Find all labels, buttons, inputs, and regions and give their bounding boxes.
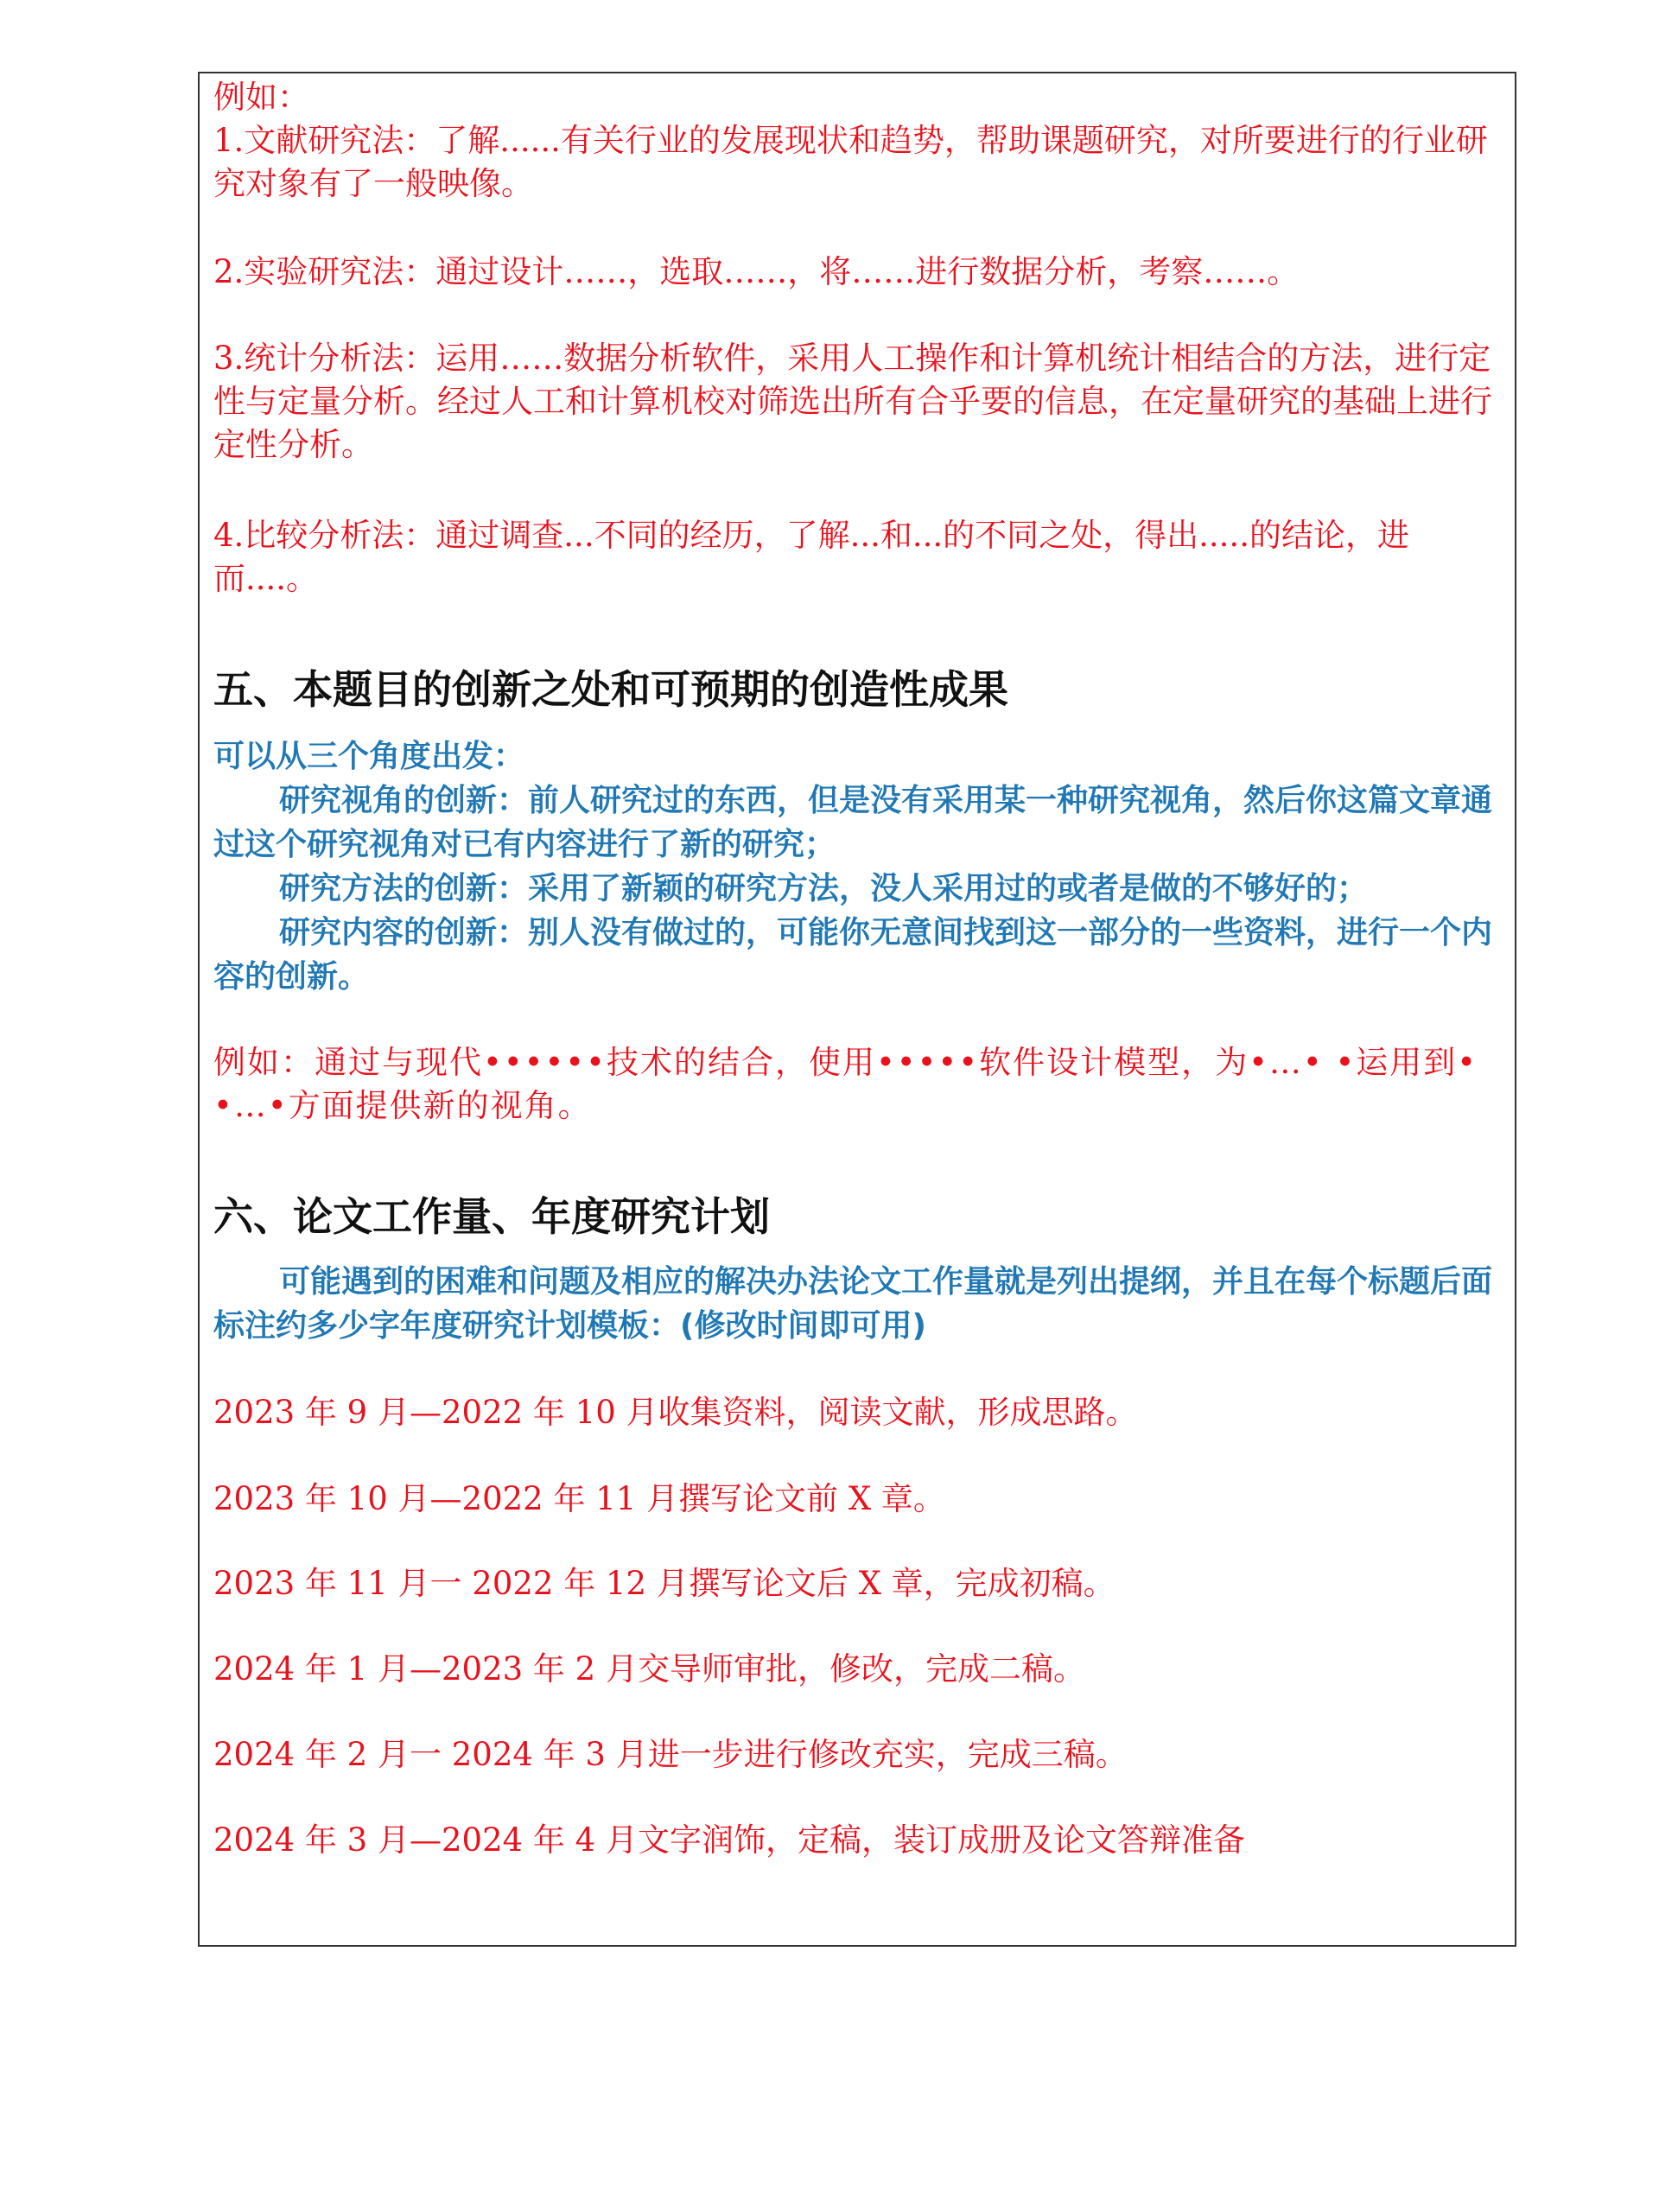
innovation-perspective: 研究视角的创新：前人研究过的东西，但是没有采用某一种研究视角，然后你这篇文章通过这个研究视角对已有内容进行了新的研究； — [213, 783, 1493, 862]
method-statistics-block — [213, 337, 1510, 467]
innovation-content: 研究内容的创新：别人没有做过的，可能你无意间找到这一部分的一些资料，进行一个内容的创新。 — [213, 915, 1493, 995]
plan-item: 2024 年 2 月一 2024 年 3 月进一步进行修改充实，完成三稿。 — [213, 1736, 1128, 1773]
examples-label: 例如： — [213, 79, 309, 116]
section5-intro: 可以从三个角度出发： — [213, 739, 525, 774]
section5-example: 例如：通过与现代••••••技术的结合，使用•••••软件设计模型，为•…• •运用到••…•方面提供新的视角。 — [213, 1044, 1478, 1124]
plan-item: 2023 年 9 月—2022 年 10 月收集资料，阅读文献，形成思路。 — [213, 1394, 1138, 1431]
method-statistics: 3.统计分析法：运用……数据分析软件，采用人工操作和计算机统计相结合的方法，进行定性与定量分析。经过人工和计算机校对筛选出所有合乎要的信息，在定量研究的基础上进行定性分析。 — [213, 340, 1492, 463]
innovation-method: 研究方法的创新：采用了新颖的研究方法，没人采用过的或者是做的不够好的； — [279, 871, 1369, 906]
section6-title: 六、论文工作量、年度研究计划 — [213, 1193, 770, 1240]
section6-intro: 可能遇到的困难和问题及相应的解决办法论文工作量就是列出提纲，并且在每个标题后面标注约多少字年度研究计划模板：(修改时间即可用) — [213, 1264, 1493, 1344]
method-experiment: 2.实验研究法：通过设计……，选取……，将……进行数据分析，考察……。 — [213, 253, 1300, 290]
method-comparison-block — [213, 514, 1510, 601]
section5-guidance — [213, 734, 1510, 999]
section5-example-block — [213, 1041, 1510, 1128]
plan-item: 2023 年 11 月一 2022 年 12 月撰写论文后 X 章，完成初稿。 — [213, 1565, 1116, 1602]
plan-item: 2023 年 10 月—2022 年 11 月撰写论文前 X 章。 — [213, 1480, 945, 1517]
plan-item: 2024 年 1 月—2023 年 2 月交导师审批，修改，完成二稿。 — [213, 1650, 1085, 1688]
method-comparison: 4.比较分析法：通过调查...不同的经历，了解...和...的不同之处，得出.....的结论，进而....。 — [213, 517, 1409, 597]
examples-block — [213, 76, 1510, 206]
method-experiment-block — [213, 251, 1510, 294]
method-literature: 1.文献研究法：了解......有关行业的发展现状和趋势，帮助课题研究，对所要进行的行业研究对象有了一般映像。 — [213, 122, 1488, 202]
plan-item: 2024 年 3 月—2024 年 4 月文字润饰，定稿，装订成册及论文答辩准备 — [213, 1821, 1245, 1859]
section5-title: 五、本题目的创新之处和可预期的创造性成果 — [213, 666, 1008, 713]
